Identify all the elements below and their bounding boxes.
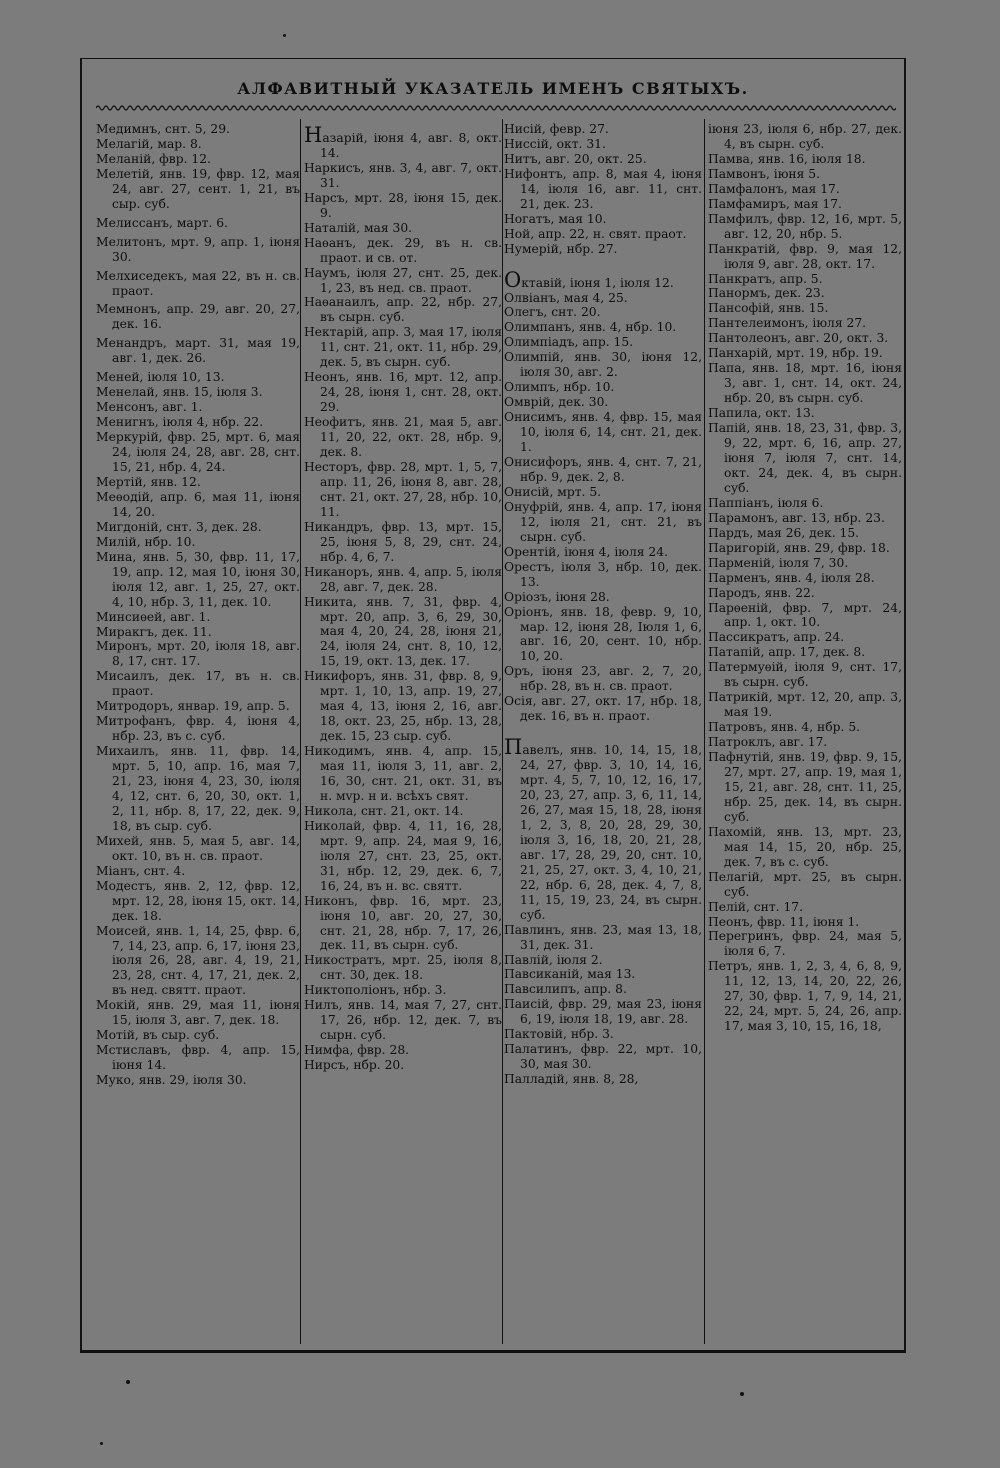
index-entry: Пелій, снт. 17. [708,899,804,914]
index-entry: Олвіанъ, мая 4, 25. [504,290,628,305]
wavy-rule [96,103,896,113]
index-entry: Палладій, янв. 8, 28, [504,1072,639,1087]
index-entry: Менсонъ, авг. 1. [96,400,203,415]
index-entry: Миракгъ, дек. 11. [96,624,212,639]
index-entry: Миронъ, мрт. 20, іюля 18, авг. 8, 17, снт. 17. [96,639,300,669]
index-entry: Наѳанъ, дек. 29, въ н. св. праот. и св. от. [304,235,502,265]
index-entry: Мстиславъ, фвр. 4, апр. 15, іюня 14. [96,1043,300,1073]
index-entry: Памфамиръ, мая 17. [708,196,842,211]
index-entry: Пактовій, нбр. 3. [504,1027,614,1042]
index-entry: Патермуѳій, іюля 9, снт. 17, въ сырн. суб. [708,660,902,690]
index-entry: Петръ, янв. 1, 2, 3, 4, 6, 8, 9, 11, 12, 13, 14, 20, 22, 26, 27, 30, фвр. 1, 7, 9, 14, 21, 22, 24, мрт. 5, 24, 26, апр. 17, мая 3, 10, 15, 16, 18, [708,959,902,1034]
index-entry: Никола, снт. 21, окт. 14. [304,803,464,818]
index-entry: Парменъ, янв. 4, іюля 28. [708,570,875,585]
index-column-3 [504,122,702,1087]
index-entry: Папила, окт. 13. [708,406,815,421]
index-entry: Неофитъ, янв. 21, мая 5, авг. 11, 20, 22, окт. 28, нбр. 9, дек. 8. [304,415,502,460]
index-entry: Михаилъ, янв. 11, фвр. 14, мрт. 5, 10, апр. 16, мая 7, 21, 23, іюня 4, 23, 30, іюля 4, 12, снт. 6, 20, 30, окт. 1, 2, 11, нбр. 8, 17, 22, дек. 9, 18, въ сыр. суб. [96,744,300,833]
index-entry: Менигнъ, іюля 4, нбр. 22. [96,415,264,430]
index-entry: Никита, янв. 7, 31, фвр. 4, мрт. 20, апр. 3, 6, 29, 30, мая 4, 20, 24, 28, іюня 21, 24, іюля 24, снт. 8, 10, 12, 15, 19, окт. 13, дек. 17. [304,594,502,669]
index-entry: Оріонъ, янв. 18, февр. 9, 10, мар. 12, іюня 28, Іюля 1, 6, авг. 16, 20, сент. 10, нбр. 10, 20. [504,604,702,664]
index-entry: Минсиѳей, авг. 1. [96,609,211,624]
index-entry: Памва, янв. 16, іюля 18. [708,151,866,166]
speck [126,1380,130,1384]
index-entry: Пассикратъ, апр. 24. [708,630,845,645]
index-entry: Муко, янв. 29, іюля 30. [96,1073,247,1088]
index-entry: Олегъ, снт. 20. [504,305,601,320]
index-entry: Мина, янв. 5, 30, фвр. 11, 17, 19, апр. 12, мая 10, іюня 30, іюля 12, авг. 1, 25, 27, окт. 4, 10, нбр. 3, 11, дек. 10. [96,549,300,609]
index-entry: Нумерій, нбр. 27. [504,241,618,256]
index-entry: Меѳодій, апр. 6, мая 11, іюня 14, 20. [96,489,300,519]
index-entry [504,735,702,922]
column-divider [704,119,705,1344]
index-entry: Парамонъ, авг. 13, нбр. 23. [708,510,885,525]
index-entry: Никандръ, фвр. 13, мрт. 15, 25, іюня 5, 8, 29, снт. 24, нбр. 4, 6, 7. [304,519,502,564]
index-entry: Мокій, янв. 29, мая 11, іюня 15, іюля 3, авг. 7, дек. 18. [96,998,300,1028]
index-entry: Нимфа, фвр. 28. [304,1043,410,1058]
index-entry: Нарсъ, мрт. 28, іюня 15, дек. 9. [304,190,502,220]
index-entry: Мертій, янв. 12. [96,474,201,489]
index-entry: Патровъ, янв. 4, нбр. 5. [708,720,861,735]
index-entry: Моисей, янв. 1, 14, 25, фвр. 6, 7, 14, 23, апр. 6, 17, іюня 23, іюля 26, 28, авг. 4, 19, 21, 23, 28, снт. 4, 17, 21, дек. 2, въ нед. святт. праот. [96,923,300,998]
index-entry: Панхарій, мрт. 19, нбр. 19. [708,346,883,361]
index-entry: Наркисъ, янв. 3, 4, авг. 7, окт. 31. [304,160,502,190]
index-entry: Мелхиседекъ, мая 22, въ н. св. праот. [96,268,300,298]
index-entry: Митрофанъ, фвр. 4, іюня 4, нбр. 23, въ с. суб. [96,714,300,744]
index-entry: Онуфрій, янв. 4, апр. 17, іюня 12, іюля 21, снт. 21, въ сырн. суб. [504,499,702,544]
index-entry: Орентій, іюня 4, іюля 24. [504,544,668,559]
index-entry: Міанъ, снт. 4. [96,863,186,878]
index-entry: Пафнутій, янв. 19, фвр. 9, 15, 27, мрт. 27, апр. 19, мая 1, 15, 21, авг. 28, снт. 11, 25, нбр. 25, дек. 14, въ сырн. суб. [708,750,902,824]
index-entry: Онисимъ, янв. 4, фвр. 15, мая 10, іюля 6, 14, снт. 21, дек. 1. [504,410,702,455]
index-entry: Меркурій, фвр. 25, мрт. 6, мая 24, іюля 24, 28, авг. 28, снт. 15, 21, нбр. 4, 24. [96,430,300,475]
index-entry: Памвонъ, іюня 5. [708,166,821,181]
index-entry: Меланій, фвр. 12. [96,151,211,166]
index-entry: Патроклъ, авг. 17. [708,735,828,750]
index-entry: Нисій, февр. 27. [504,122,609,136]
index-entry: Николай, фвр. 4, 11, 16, 28, мрт. 9, апр. 24, мая 9, 16, іюля 27, снт. 23, 25, окт. 31, нбр. 12, 29, дек. 6, 7, 16, 24, въ н. вс. святт. [304,818,502,893]
index-entry: Пантелеимонъ, іюля 27. [708,316,867,331]
index-entry: Паригорій, янв. 29, фвр. 18. [708,540,890,555]
index-entry: Менандръ, март. 31, мая 19, авг. 1, дек. 26. [96,336,300,366]
index-entry: Павсилипъ, апр. 8. [504,982,627,997]
index-entry: Нилъ, янв. 14, мая 7, 27, снт. 17, 26, нбр. 12, дек. 7, въ сырн. суб. [304,998,502,1043]
index-column-4 [708,122,902,1034]
index-entry: Менелай, янв. 15, іюля 3. [96,385,263,400]
index-entry [304,123,502,161]
index-entry: Никтополіонъ, нбр. 3. [304,983,447,998]
index-entry: Никонъ, фвр. 16, мрт. 23, іюня 10, авг. 20, 27, 30, снт. 21, 28, нбр. 7, 17, 26, дек. 11, въ сырн. суб. [304,893,502,953]
index-entry: Паисій, фвр. 29, мая 23, іюня 6, 19, іюля 18, 19, авг. 28. [504,997,702,1027]
index-entry: Нитъ, авг. 20, окт. 25. [504,151,647,166]
index-entry: Павсиканій, мая 13. [504,967,636,982]
index-entry: Неонъ, янв. 16, мрт. 12, апр. 24, 28, іюня 1, снт. 28, окт. 29. [304,370,502,415]
index-entry: Медимнъ, снт. 5, 29. [96,122,230,136]
entry-text: азарій, іюня 4, авг. 8, окт. 14. [320,131,502,160]
index-entry: Нектарій, апр. 3, мая 17, іюля 11, снт. 21, окт. 11, нбр. 29, дек. 5, въ сырн. суб. [304,325,502,370]
index-entry-continued: іюня 23, іюля 6, нбр. 27, дек. 4, въ сырн. суб. [708,122,902,151]
index-entry: Парменій, іюля 7, 30. [708,555,849,570]
page-title: АЛФАВИТНЫЙ УКАЗАТЕЛЬ ИМЕНЪ СВЯТЫХЪ. [237,79,749,98]
index-entry: Наталій, мая 30. [304,220,413,235]
index-entry: Павлинъ, янв. 23, мая 13, 18, 31, дек. 31. [504,922,702,952]
index-entry: Ной, апр. 22, н. свят. праот. [504,226,687,241]
index-entry: Наѳанаилъ, апр. 22, нбр. 27, въ сырн. суб. [304,295,502,325]
index-entry: Пелагій, мрт. 25, въ сырн. суб. [708,869,902,899]
index-entry: Орестъ, іюля 3, нбр. 10, дек. 13. [504,559,702,589]
column-divider [502,119,503,1344]
index-entry: Нирсъ, нбр. 20. [304,1058,405,1073]
index-entry: Пансофій, янв. 15. [708,301,829,316]
initial-letter: П [504,735,523,760]
speck [740,1392,744,1396]
index-entry: Олимпій, янв. 30, іюня 12, іюля 30, авг. 2. [504,350,702,380]
index-entry: Мелитонъ, мрт. 9, апр. 1, іюня 30. [96,234,300,264]
index-entry: Омврій, дек. 30. [504,395,609,410]
index-entry: Палатинъ, фвр. 22, мрт. 10, 30, мая 30. [504,1042,702,1072]
index-entry: Модестъ, янв. 2, 12, фвр. 12, мрт. 12, 28, іюня 15, окт. 14, дек. 18. [96,878,300,923]
index-entry: Никостратъ, мрт. 25, іюля 8, снт. 30, дек. 18. [304,953,502,983]
index-entry: Пеонъ, фвр. 11, іюня 1. [708,914,860,929]
initial-letter: О [504,267,522,292]
page-frame [80,58,906,1353]
entry-text: авелъ, янв. 10, 14, 15, 18, 24, 27, фвр. 3, 10, 14, 16, мрт. 4, 5, 7, 10, 12, 16, 17, 20, 23, 27, апр. 3, 6, 11, 14, 26, 27, мая 15, 18, 28, іюня 1, 2, 3, 8, 20, 28, 29, 30, іюля 3, 16, 18, 20, 21, 28, авг. 17, 28, 29, 20, снт. 10, 21, 25, 27, окт. 3, 4, 10, 21, 22, нбр. 6, 28, дек. 4, 7, 8, 11, 15, 19, 23, 24, въ сырн. суб. [520,743,702,922]
index-entry: Патапій, апр. 17, дек. 8. [708,645,866,660]
index-entry: Мелагій, мар. 8. [96,136,202,151]
index-entry: Панкратъ, апр. 5. [708,271,823,286]
index-entry: Осія, авг. 27, окт. 17, нбр. 18, дек. 16, въ н. праот. [504,694,702,724]
index-entry: Папа, янв. 18, мрт. 16, іюня 3, авг. 1, снт. 14, окт. 24, нбр. 20, въ сырн. суб. [708,361,902,406]
index-entry: Парѳеній, фвр. 7, мрт. 24, апр. 1, окт. 10. [708,600,902,630]
initial-letter: Н [304,123,323,147]
index-entry: Пародъ, янв. 22. [708,585,815,600]
index-entry: Милій, нбр. 10. [96,534,196,549]
index-entry: Патрикій, мрт. 12, 20, апр. 3, мая 19. [708,690,902,720]
index-entry: Павлій, іюля 2. [504,952,603,967]
index-entry: Мелетій, янв. 19, фвр. 12, мая 24, авг. 27, сент. 1, 21, въ сыр. суб. [96,166,300,211]
index-entry: Мемнонъ, апр. 29, авг. 20, 27, дек. 16. [96,302,300,332]
index-entry: Пахомій, янв. 13, мрт. 23, мая 14, 15, 20, нбр. 25, дек. 7, въ с. суб. [708,824,902,869]
index-entry: Перегринъ, фвр. 24, мая 5, іюля 6, 7. [708,929,902,959]
index-entry: Памфалонъ, мая 17. [708,181,840,196]
index-entry: Пардъ, мая 26, дек. 15. [708,525,860,540]
speck [283,34,286,37]
index-entry: Михей, янв. 5, мая 5, авг. 14, окт. 10, въ н. св. праот. [96,833,300,863]
index-entry: Мотій, въ сыр. суб. [96,1028,220,1043]
index-entry: Меней, іюля 10, 13. [96,370,225,385]
index-entry: Памфилъ, фвр. 12, 16, мрт. 5, авг. 12, 20, нбр. 5. [708,211,902,241]
index-entry: Олимпіадъ, апр. 15. [504,335,634,350]
index-entry [504,267,702,292]
index-entry: Паппіанъ, іюля 6. [708,495,824,510]
index-entry: Папій, янв. 18, 23, 31, фвр. 3, 9, 22, мрт. 6, 16, апр. 27, іюня 7, іюля 7, снт. 14, окт. 24, дек. 4, въ сырн. суб. [708,421,902,495]
index-entry: Ниссій, окт. 31. [504,136,606,151]
index-column-2 [304,122,502,1073]
index-entry: Онисифоръ, янв. 4, снт. 7, 21, нбр. 9, дек. 2, 8. [504,455,702,484]
index-entry: Панкратій, фвр. 9, мая 12, іюля 9, авг. 28, окт. 17. [708,241,902,271]
index-entry: Нифонтъ, апр. 8, мая 4, іюня 14, іюля 16, авг. 11, снт. 21, дек. 23. [504,166,702,211]
index-entry: Несторъ, фвр. 28, мрт. 1, 5, 7, апр. 11, 26, іюня 8, авг. 28, снт. 21, окт. 27, 28, нбр. 10, 11. [304,459,502,519]
index-column-1 [96,122,300,1088]
index-entry: Мелиссанъ, март. 6. [96,215,228,230]
entry-text: ктавій, іюня 1, іюля 12. [521,275,674,290]
index-entry: Никаноръ, янв. 4, апр. 5, іюля 28, авг. 7, дек. 28. [304,564,502,594]
index-entry: Ногатъ, мая 10. [504,211,607,226]
index-entry: Олимпъ, нбр. 10. [504,380,615,395]
index-entry: Никодимъ, янв. 4, апр. 15, мая 11, іюля 3, 11, авг. 2, 16, 30, снт. 21, окт. 31, въ н. мvр. н и. всѣхъ свят. [304,744,502,803]
index-entry: Митродоръ, январ. 19, апр. 5. [96,699,290,714]
index-entry: Онисій, мрт. 5. [504,484,602,499]
index-entry: Никифоръ, янв. 31, фвр. 8, 9, мрт. 1, 10, 13, апр. 19, 27, мая 4, 13, іюня 2, 16, авг. 18, окт. 23, 25, нбр. 13, 28, дек. 15, 23 сыр. суб. [304,669,502,744]
index-entry: Олимпанъ, янв. 4, нбр. 10. [504,320,677,335]
index-entry: Пантолеонъ, авг. 20, окт. 3. [708,331,889,346]
column-divider [300,119,301,1344]
index-entry: Наумъ, іюля 27, снт. 25, дек. 1, 23, въ нед. св. праот. [304,265,502,295]
index-entry: Мисаилъ, дек. 17, въ н. св. праот. [96,669,300,699]
index-entry: Мигдоній, снт. 3, дек. 28. [96,519,262,534]
speck [100,1442,103,1445]
index-entry: Панормъ, дек. 23. [708,286,825,301]
index-entry: Оріозъ, іюня 28. [504,589,610,604]
index-entry: Оръ, іюня 23, авг. 2, 7, 20, нбр. 28, въ н. св. праот. [504,664,702,694]
